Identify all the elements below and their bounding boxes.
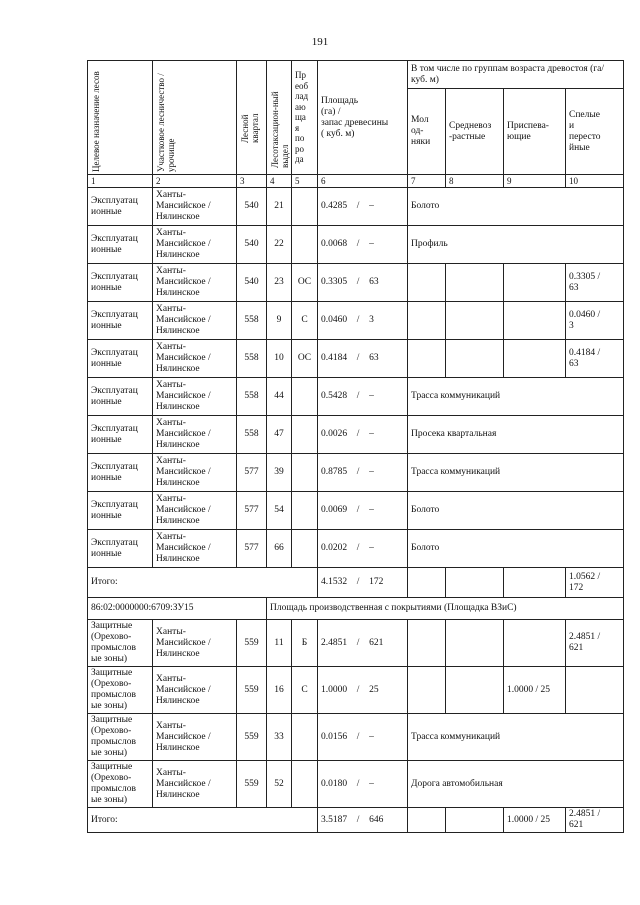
cell-forestry: Ханты- Мансийское / Нялинское [153, 416, 237, 454]
column-numbers-row: 1 2 3 4 5 6 7 8 9 10 [88, 175, 624, 188]
total-row [88, 568, 624, 598]
cell-maturing: 1.0000 / 25 [504, 667, 566, 714]
cell-forestry: Ханты- Мансийское / Нялинское [153, 454, 237, 492]
cell-young [408, 264, 446, 302]
cell-section: 44 [267, 378, 292, 416]
cell-purpose: Эксплуатац ионные [88, 188, 153, 226]
cell-quarter: 577 [237, 530, 267, 568]
cell-note: Трасса коммуникаций [408, 454, 624, 492]
table-row [88, 530, 624, 568]
total-maturing: 1.0000 / 25 [504, 808, 566, 833]
cell-section: 9 [267, 302, 292, 340]
cell-middle-aged [446, 340, 504, 378]
cell-quarter: 558 [237, 302, 267, 340]
cell-dominant-species [292, 761, 318, 808]
cell-forestry: Ханты- Мансийское / Нялинское [153, 188, 237, 226]
cell-maturing [504, 302, 566, 340]
cell-purpose: Эксплуатац ионные [88, 302, 153, 340]
cell-area: 0.8785 / – [318, 454, 408, 492]
cell-young [408, 302, 446, 340]
cell-note: Болото [408, 530, 624, 568]
table-row [88, 188, 624, 226]
total-section-1 [88, 568, 624, 620]
cell-section: 39 [267, 454, 292, 492]
cell-note: Болото [408, 492, 624, 530]
cell-mature: 2.4851 / 621 [566, 620, 624, 667]
cell-area: 0.0026 / – [318, 416, 408, 454]
cell-purpose: Эксплуатац ионные [88, 264, 153, 302]
table-row [88, 226, 624, 264]
cell-middle-aged [446, 302, 504, 340]
cell-mature [566, 667, 624, 714]
cell-area: 0.3305 / 63 [318, 264, 408, 302]
cell-note: Просека квартальная [408, 416, 624, 454]
header-age-groups: В том числе по группам возраста древостоя (га/ куб. м) [408, 61, 624, 89]
header-mature: Спелые и пересто йные [566, 89, 624, 175]
cell-area: 1.0000 / 25 [318, 667, 408, 714]
total-mature: 1.0562 / 172 [566, 568, 624, 598]
cell-middle-aged [446, 620, 504, 667]
cell-maturing [504, 620, 566, 667]
cell-section: 52 [267, 761, 292, 808]
cell-dominant-species [292, 416, 318, 454]
total-area: 3.5187 / 646 [318, 808, 408, 833]
cell-middle-aged [446, 264, 504, 302]
table-row [88, 714, 624, 761]
cell-note: Профиль [408, 226, 624, 264]
cell-section: 16 [267, 667, 292, 714]
total-label: Итого: [88, 808, 318, 833]
cell-quarter: 540 [237, 264, 267, 302]
cell-section: 21 [267, 188, 292, 226]
cell-purpose: Защитные (Орехово- промыслов ые зоны) [88, 620, 153, 667]
cell-purpose: Эксплуатац ионные [88, 530, 153, 568]
cell-young [408, 620, 446, 667]
cell-young [408, 340, 446, 378]
header-purpose: Целевое назначение лесов [88, 61, 153, 175]
table-body-plot-1 [88, 188, 624, 568]
cell-area: 2.4851 / 621 [318, 620, 408, 667]
cell-dominant-species [292, 530, 318, 568]
cell-mature: 0.4184 / 63 [566, 340, 624, 378]
table-row [88, 302, 624, 340]
cell-young [408, 667, 446, 714]
cell-purpose: Эксплуатац ионные [88, 226, 153, 264]
cell-forestry: Ханты- Мансийское / Нялинское [153, 264, 237, 302]
table-row [88, 667, 624, 714]
cell-purpose: Эксплуатац ионные [88, 454, 153, 492]
cell-forestry: Ханты- Мансийское / Нялинское [153, 530, 237, 568]
cell-note: Трасса коммуникаций [408, 714, 624, 761]
table-row [88, 492, 624, 530]
table-row [88, 340, 624, 378]
total-row [88, 808, 624, 833]
table-row [88, 264, 624, 302]
table-row [88, 416, 624, 454]
plot-id: 86:02:0000000:6709:ЗУ15 [88, 598, 267, 620]
table-body-plot-2 [88, 620, 624, 808]
cell-purpose: Эксплуатац ионные [88, 416, 153, 454]
table-row [88, 454, 624, 492]
cell-section: 10 [267, 340, 292, 378]
cell-dominant-species [292, 714, 318, 761]
cell-quarter: 558 [237, 378, 267, 416]
header-section: Лесотаксацион-ный выдел [267, 61, 292, 175]
total-label: Итого: [88, 568, 318, 598]
cell-forestry: Ханты- Мансийское / Нялинское [153, 492, 237, 530]
cell-area: 0.5428 / – [318, 378, 408, 416]
cell-dominant-species [292, 378, 318, 416]
cell-maturing [504, 264, 566, 302]
cell-quarter: 559 [237, 667, 267, 714]
cell-area: 0.0460 / 3 [318, 302, 408, 340]
cell-dominant-species: ОС [292, 340, 318, 378]
header-forestry: Участковое лесничество / урочище [153, 61, 237, 175]
cell-area: 0.0202 / – [318, 530, 408, 568]
cell-note: Трасса коммуникаций [408, 378, 624, 416]
header-middle-aged: Средневоз -растные [446, 89, 504, 175]
cell-area: 0.4285 / – [318, 188, 408, 226]
header-young: Мол од- няки [408, 89, 446, 175]
cell-dominant-species [292, 492, 318, 530]
cell-dominant-species [292, 454, 318, 492]
cell-purpose: Защитные (Орехово- промыслов ые зоны) [88, 667, 153, 714]
cell-section: 66 [267, 530, 292, 568]
header-dominant-species: Пр еоб лад аю ща я по ро да [292, 61, 318, 175]
cell-section: 54 [267, 492, 292, 530]
cell-dominant-species [292, 226, 318, 264]
cell-quarter: 559 [237, 761, 267, 808]
cell-purpose: Эксплуатац ионные [88, 492, 153, 530]
cell-dominant-species: С [292, 667, 318, 714]
total-mature: 2.4851 / 621 [566, 808, 624, 833]
header-quarter: Лесной квартал [237, 61, 267, 175]
cell-quarter: 558 [237, 340, 267, 378]
cell-forestry: Ханты- Мансийское / Нялинское [153, 667, 237, 714]
cell-middle-aged [446, 667, 504, 714]
table-row [88, 761, 624, 808]
cell-section: 47 [267, 416, 292, 454]
cell-forestry: Ханты- Мансийское / Нялинское [153, 620, 237, 667]
plot-header-row [88, 598, 624, 620]
table-row [88, 620, 624, 667]
cell-forestry: Ханты- Мансийское / Нялинское [153, 761, 237, 808]
header-maturing: Приспева- ющие [504, 89, 566, 175]
cell-forestry: Ханты- Мансийское / Нялинское [153, 340, 237, 378]
cell-forestry: Ханты- Мансийское / Нялинское [153, 714, 237, 761]
cell-mature: 0.3305 / 63 [566, 264, 624, 302]
cell-maturing [504, 340, 566, 378]
cell-purpose: Защитные (Орехово- промыслов ые зоны) [88, 714, 153, 761]
cell-dominant-species: С [292, 302, 318, 340]
cell-section: 33 [267, 714, 292, 761]
cell-area: 0.0069 / – [318, 492, 408, 530]
cell-forestry: Ханты- Мансийское / Нялинское [153, 378, 237, 416]
cell-section: 22 [267, 226, 292, 264]
cell-note: Болото [408, 188, 624, 226]
cell-quarter: 577 [237, 454, 267, 492]
cell-quarter: 540 [237, 226, 267, 264]
cell-purpose: Защитные (Орехово- промыслов ые зоны) [88, 761, 153, 808]
cell-quarter: 577 [237, 492, 267, 530]
cell-dominant-species: ОС [292, 264, 318, 302]
cell-dominant-species [292, 188, 318, 226]
cell-note: Дорога автомобильная [408, 761, 624, 808]
cell-forestry: Ханты- Мансийское / Нялинское [153, 302, 237, 340]
cell-purpose: Эксплуатац ионные [88, 340, 153, 378]
cell-forestry: Ханты- Мансийское / Нялинское [153, 226, 237, 264]
cell-area: 0.0068 / – [318, 226, 408, 264]
cell-quarter: 540 [237, 188, 267, 226]
page-number: 191 [311, 36, 329, 48]
cell-section: 11 [267, 620, 292, 667]
cell-area: 0.0156 / – [318, 714, 408, 761]
cell-section: 23 [267, 264, 292, 302]
header-area: Площадь (га) / запас древесины ( куб. м) [318, 61, 408, 175]
table-row [88, 378, 624, 416]
total-area: 4.1532 / 172 [318, 568, 408, 598]
cell-quarter: 558 [237, 416, 267, 454]
cell-quarter: 559 [237, 620, 267, 667]
cell-mature: 0.0460 / 3 [566, 302, 624, 340]
plot-description: Площадь производственная с покрытиями (Площадка ВЗиС) [267, 598, 624, 620]
cell-area: 0.0180 / – [318, 761, 408, 808]
cell-area: 0.4184 / 63 [318, 340, 408, 378]
total-section-2 [88, 808, 624, 833]
forest-table [87, 60, 624, 833]
cell-purpose: Эксплуатац ионные [88, 378, 153, 416]
cell-quarter: 559 [237, 714, 267, 761]
cell-dominant-species: Б [292, 620, 318, 667]
